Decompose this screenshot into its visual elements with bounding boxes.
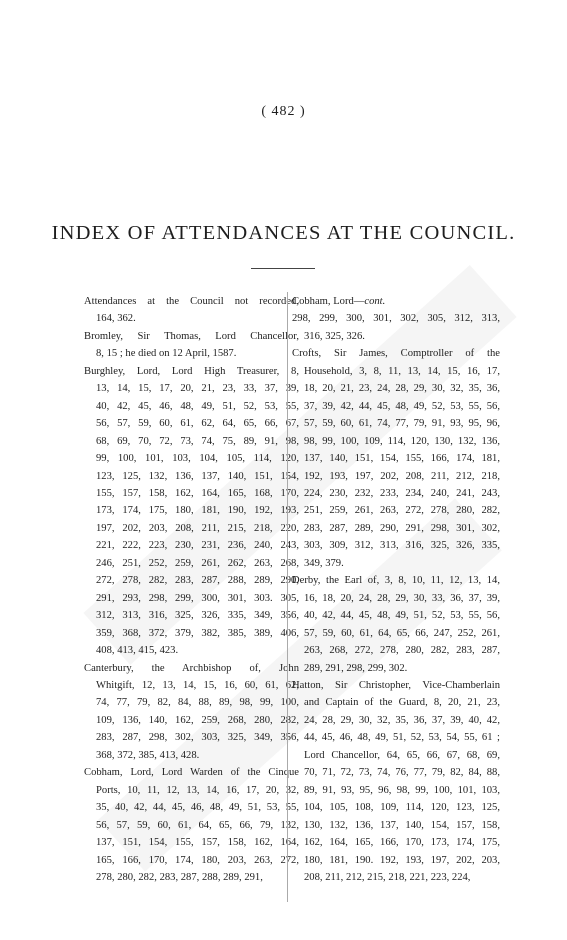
index-line: 192, 193, 197, 202, 208, 211, 212, 218, (304, 470, 500, 482)
index-entry (292, 677, 500, 886)
index-entry (84, 660, 299, 765)
index-line: 89, 91, 93, 95, 96, 98, 99, 100, 101, 103, (304, 784, 500, 796)
index-line: 283, 287, 289, 290, 291, 298, 301, 302, (304, 522, 500, 534)
index-line: Ports, 10, 11, 12, 13, 14, 16, 17, 20, 32, (96, 784, 299, 796)
index-line: 35, 40, 42, 44, 45, 46, 48, 49, 51, 53, 55, (96, 802, 299, 814)
index-entry (292, 293, 500, 310)
index-line: 316, 325, 326. (304, 330, 365, 342)
index-line: 408, 413, 415, 423. (96, 645, 179, 657)
index-line: 104, 105, 108, 109, 114, 120, 123, 125, (304, 802, 500, 814)
index-line: Canterbury, the Archbishop of, John (84, 662, 299, 674)
index-line: 162, 164, 165, 166, 170, 173, 174, 175, (304, 837, 500, 849)
index-entry (84, 363, 299, 660)
index-line: 180, 181, 190. 192, 193, 197, 202, 203, (304, 854, 500, 866)
index-line: 137, 140, 151, 154, 155, 166, 174, 181, (304, 453, 500, 465)
index-line: 303, 309, 312, 313, 316, 325, 326, 335, (304, 540, 500, 552)
index-entry (84, 764, 299, 886)
index-entry (292, 572, 500, 677)
index-entry (292, 345, 500, 572)
index-line: 130, 132, 136, 137, 140, 154, 157, 158, (304, 819, 500, 831)
index-line: 18, 20, 21, 23, 24, 28, 29, 30, 32, 35, 36, (304, 383, 500, 395)
index-line: 16, 18, 20, 24, 28, 29, 30, 33, 36, 37, 39, (304, 592, 500, 604)
index-line: Lord Chancellor, 64, 65, 66, 67, 68, 69, (304, 749, 500, 761)
index-line: 291, 293, 298, 299, 300, 301, 303. 305, (96, 592, 299, 604)
index-line: 8, 15 ; he died on 12 April, 1587. (96, 348, 237, 360)
index-line: 208, 211, 212, 215, 218, 221, 223, 224, (304, 871, 471, 883)
index-line: 155, 157, 158, 162, 164, 165, 168, 170, (96, 487, 299, 499)
index-line: Hatton, Sir Christopher, Vice-Chamberlain (292, 679, 500, 691)
index-line: 40, 42, 44, 45, 48, 49, 51, 52, 53, 55, 56, (304, 610, 500, 622)
index-line: 263, 268, 272, 278, 280, 282, 283, 287, (304, 645, 500, 657)
index-line: 251, 259, 261, 263, 272, 278, 280, 282, (304, 505, 500, 517)
page-title: INDEX OF ATTENDANCES AT THE COUNCIL. (51, 222, 516, 244)
index-column-left (84, 293, 299, 886)
index-line: 359, 368, 372, 379, 382, 385, 389, 406, (96, 627, 299, 639)
index-line: 349, 379. (304, 557, 344, 569)
page-number: ( 482 ) (261, 104, 306, 119)
index-line: 246, 251, 252, 259, 261, 262, 263, 268, (96, 557, 299, 569)
index-line: Bromley, Sir Thomas, Lord Chancellor, (84, 330, 299, 342)
index-line: 13, 14, 15, 17, 20, 21, 23, 33, 37, 39, (96, 383, 299, 395)
index-line: 57, 59, 60, 61, 64, 65, 66, 247, 252, 261, (304, 627, 500, 639)
index-line: 224, 230, 232, 233, 234, 240, 241, 243, (304, 487, 500, 499)
index-line: 99, 100, 101, 103, 104, 105, 114, 120, (96, 453, 299, 465)
index-line: 123, 125, 132, 136, 137, 140, 151, 154, (96, 470, 299, 482)
index-line: 221, 222, 223, 230, 231, 236, 240, 243, (96, 540, 299, 552)
index-line: 137, 151, 154, 155, 157, 158, 162, 164, (96, 837, 299, 849)
index-line: 56, 57, 59, 60, 61, 62, 64, 65, 66, 67, (96, 418, 299, 430)
index-line: Cobham, Lord, Lord Warden of the Cinque (84, 767, 299, 779)
index-line: Household, 3, 8, 11, 13, 14, 15, 16, 17, (304, 365, 500, 377)
index-line: 24, 28, 29, 30, 32, 35, 36, 37, 39, 40, 42, (304, 714, 500, 726)
index-line: 165, 166, 170, 174, 180, 203, 263, 272, (96, 854, 299, 866)
index-line: 278, 280, 282, 283, 287, 288, 289, 291, (96, 871, 263, 883)
index-line: Attendances at the Council not recorded, (84, 296, 299, 307)
index-line: 70, 71, 72, 73, 74, 76, 77, 79, 82, 84, 88, (304, 767, 500, 779)
index-column-right (292, 293, 500, 886)
index-line: 40, 42, 45, 46, 48, 49, 51, 52, 53, 55, (96, 400, 299, 412)
index-entry (292, 310, 500, 345)
index-line: 74, 77, 79, 82, 84, 88, 89, 98, 99, 100, (96, 697, 299, 709)
index-line: 289, 291, 298, 299, 302. (304, 662, 408, 674)
index-line: 173, 174, 175, 180, 181, 190, 192, 193, (96, 505, 299, 517)
index-line: Whitgift, 12, 13, 14, 15, 16, 60, 61, 62, (96, 679, 299, 691)
index-line: 109, 136, 140, 162, 259, 268, 280, 282, (96, 714, 299, 726)
index-entry (84, 328, 299, 363)
index-line: 68, 69, 70, 72, 73, 74, 75, 89, 91, 98, (96, 435, 299, 447)
index-line: 164, 362. (96, 313, 136, 325)
index-line: 56, 57, 59, 60, 61, 64, 65, 66, 79, 132, (96, 819, 299, 831)
index-line: Burghley, Lord, Lord High Treasurer, 8, (84, 365, 299, 377)
index-line: and Captain of the Guard, 8, 20, 21, 23, (304, 697, 500, 709)
index-line: 98, 99, 100, 109, 114, 120, 130, 132, 136, (304, 435, 500, 447)
index-line: 272, 278, 282, 283, 287, 288, 289, 290, (96, 575, 299, 587)
index-line: Cobham, Lord—cont. (292, 296, 386, 307)
index-line: 37, 39, 42, 44, 45, 48, 49, 52, 53, 55, 56, (304, 400, 500, 412)
index-line: 368, 372, 385, 413, 428. (96, 749, 200, 761)
column-divider (287, 292, 288, 902)
index-line: 57, 59, 60, 61, 74, 77, 79, 91, 93, 95, 96, (304, 418, 500, 430)
index-line: 283, 287, 298, 302, 303, 325, 349, 356, (96, 732, 299, 744)
index-entry (84, 293, 299, 328)
index-line: 312, 313, 316, 325, 326, 335, 349, 356, (96, 610, 299, 622)
index-line: 197, 202, 203, 208, 211, 215, 218, 220, (96, 522, 299, 534)
index-line: Derby, the Earl of, 3, 8, 10, 11, 12, 13, 14, (292, 575, 500, 587)
index-line: Crofts, Sir James, Comptroller of the (292, 348, 500, 360)
title-rule (251, 268, 315, 269)
index-line: 44, 45, 46, 48, 49, 51, 52, 53, 54, 55, 61 ; (304, 732, 500, 744)
index-line: 298, 299, 300, 301, 302, 305, 312, 313, (292, 313, 500, 325)
